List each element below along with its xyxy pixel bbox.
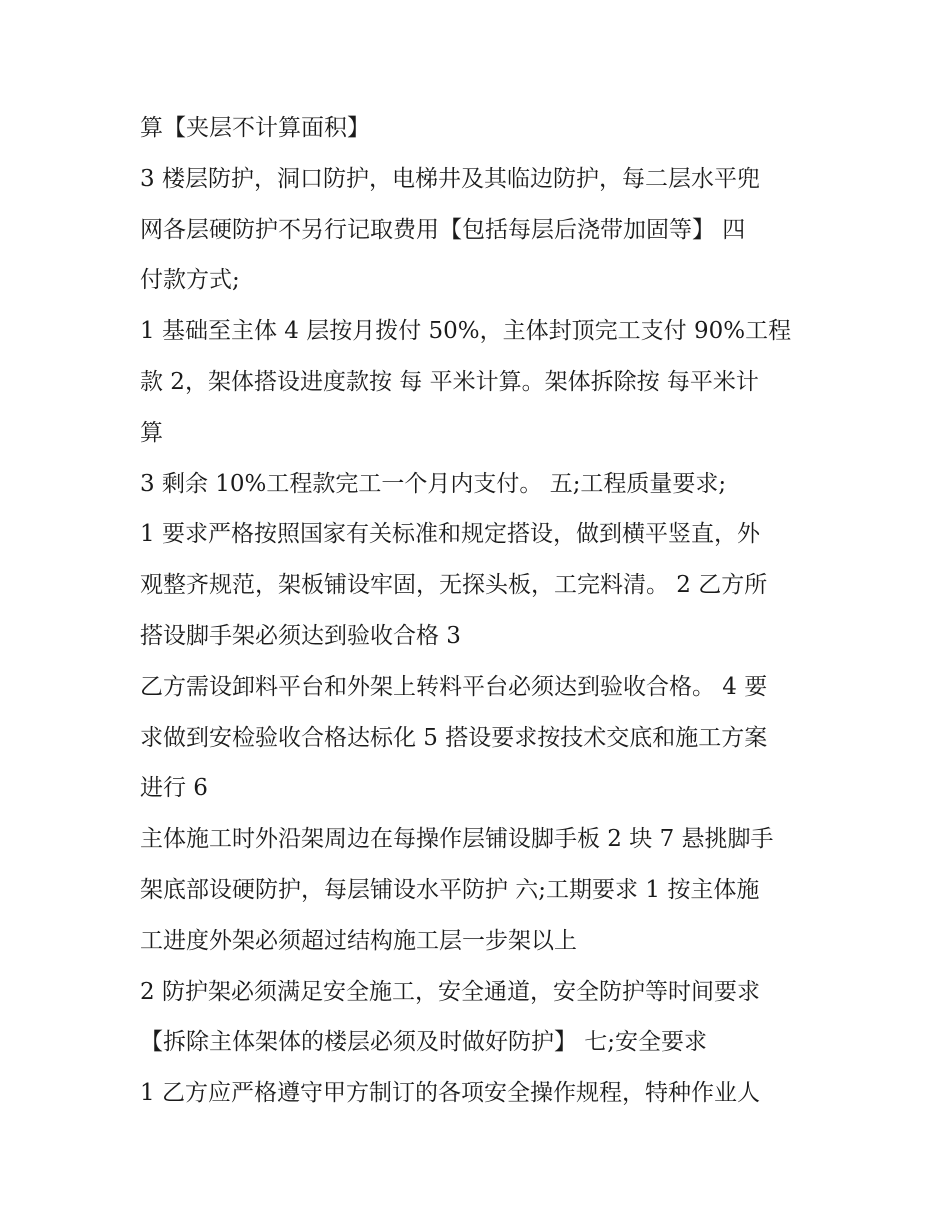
text-line: 【拆除主体架体的楼层必须及时做好防护】 七;安全要求 <box>140 1029 708 1056</box>
text-line: 观整齐规范，架板铺设牢固，无探头板，工完料清。 2 乙方所 <box>140 572 768 599</box>
text-line: 进行 6 <box>140 775 208 802</box>
text-line: 工进度外架必须超过结构施工层一步架以上 <box>140 927 577 954</box>
text-line: 算【夹层不计算面积】 <box>140 115 370 141</box>
text-line: 1 乙方应严格遵守甲方制订的各项安全操作规程，特种作业人 <box>140 1080 760 1107</box>
text-line: 主体施工时外沿架周边在每操作层铺设脚手板 2 块 7 悬挑脚手 <box>140 826 774 853</box>
text-line: 搭设脚手架必须达到验收合格 3 <box>140 622 461 649</box>
text-line: 付款方式; <box>140 267 240 294</box>
text-line: 网各层硬防护不另行记取费用【包括每层后浇带加固等】 四 <box>140 216 746 243</box>
text-line: 1 要求严格按照国家有关标准和规定搭设，做到横平竖直，外 <box>140 521 760 548</box>
document-body <box>140 103 820 1119</box>
text-line: 3 剩余 10%工程款完工一个月内支付。 五;工程质量要求; <box>140 470 727 497</box>
text-line: 3 楼层防护，洞口防护，电梯井及其临边防护，每二层水平兜 <box>140 165 760 192</box>
text-line: 算 <box>140 419 163 446</box>
text-line: 架底部设硬防护，每层铺设水平防护 六;工期要求 1 按主体施 <box>140 876 760 903</box>
text-line: 2 防护架必须满足安全施工，安全通道，安全防护等时间要求 <box>140 978 760 1005</box>
text-line: 1 基础至主体 4 层按月拨付 50%，主体封顶完工支付 90%工程 <box>140 318 792 345</box>
text-line: 乙方需设卸料平台和外架上转料平台必须达到验收合格。 4 要 <box>140 673 768 700</box>
text-line: 款 2，架体搭设进度款按 每 平米计算。架体拆除按 每平米计 <box>140 368 759 395</box>
text-line: 求做到安检验收合格达标化 5 搭设要求按技术交底和施工方案 <box>140 724 768 751</box>
